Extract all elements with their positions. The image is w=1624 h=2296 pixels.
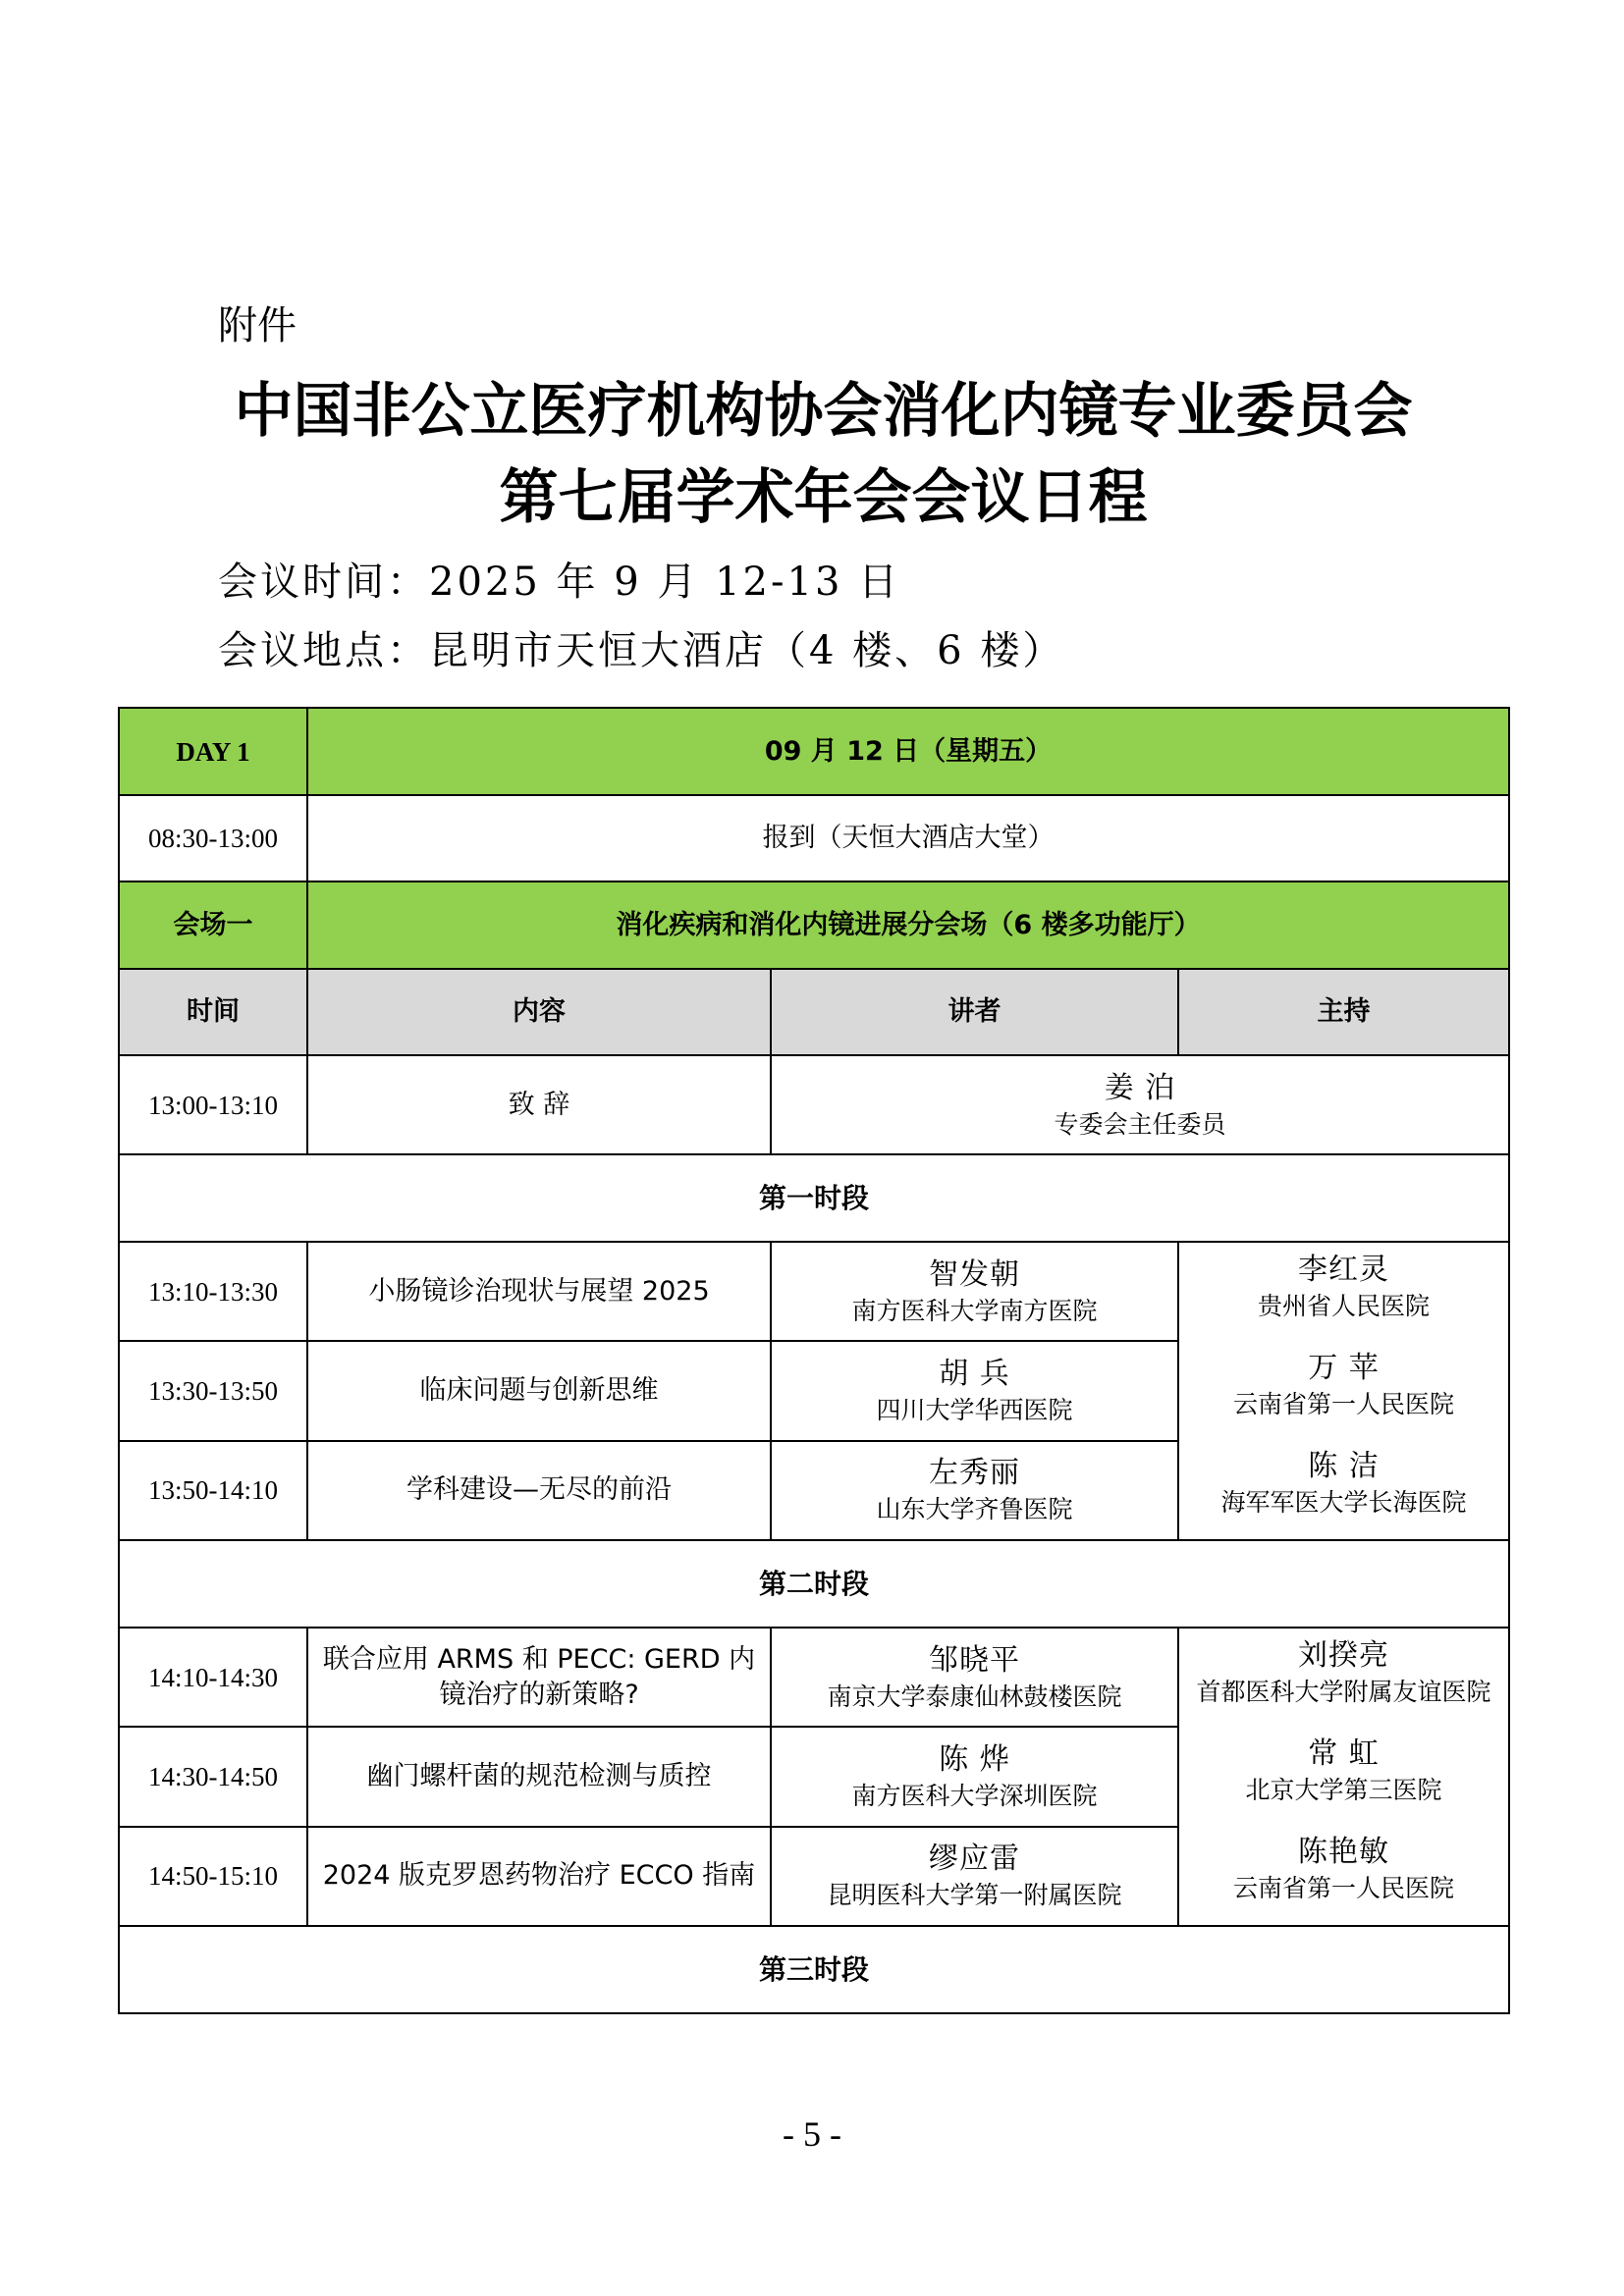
talk-content: 小肠镜诊治现状与展望 2025 — [307, 1242, 771, 1341]
meeting-place: 会议地点：昆明市天恒大酒店（4 楼、6 楼） — [218, 628, 1065, 673]
talk-speaker-cell — [771, 1727, 1178, 1826]
registration-time: 08:30-13:00 — [119, 795, 307, 881]
host-entry — [1185, 1630, 1502, 1729]
host-name: 陈 洁 — [1308, 1449, 1380, 1483]
document-title-line-2: 第七届学术年会会议日程 — [499, 463, 1148, 532]
talk-time: 14:10-14:30 — [119, 1628, 307, 1727]
host-entry — [1185, 1827, 1502, 1925]
host-name: 常 虹 — [1308, 1736, 1380, 1771]
opening-content: 致 辞 — [307, 1055, 771, 1154]
talk-speaker-cell — [771, 1827, 1178, 1926]
opening-speaker-name: 姜 泊 — [1104, 1070, 1176, 1105]
agenda-table — [118, 707, 1510, 2014]
talk-content: 临床问题与创新思维 — [307, 1341, 771, 1440]
host-name: 陈艳敏 — [1298, 1835, 1390, 1869]
session-header-row — [119, 1926, 1509, 2013]
session-title: 第二时段 — [119, 1540, 1509, 1628]
host-affiliation: 北京大学第三医院 — [1245, 1776, 1442, 1804]
talk-row — [119, 1628, 1509, 1727]
speaker-name: 陈 烨 — [939, 1741, 1010, 1777]
speaker-name: 左秀丽 — [929, 1456, 1020, 1491]
talk-speaker-cell — [771, 1341, 1178, 1440]
session-title: 第一时段 — [119, 1154, 1509, 1242]
session-title: 第三时段 — [119, 1926, 1509, 2013]
day-label: DAY 1 — [119, 708, 307, 795]
venue-label: 会场一 — [119, 881, 307, 969]
talk-content: 联合应用 ARMS 和 PECC: GERD 内镜治疗的新策略? — [307, 1628, 771, 1727]
talk-speaker-cell — [771, 1628, 1178, 1727]
talk-content: 幽门螺杆菌的规范检测与质控 — [307, 1727, 771, 1826]
talk-content: 学科建设—无尽的前沿 — [307, 1441, 771, 1540]
host-affiliation: 云南省第一人民医院 — [1233, 1390, 1455, 1418]
meeting-time: 会议时间：2025 年 9 月 12-13 日 — [218, 560, 901, 605]
talk-speaker-cell — [771, 1441, 1178, 1540]
registration-row — [119, 795, 1509, 881]
host-entry — [1185, 1343, 1502, 1441]
host-affiliation: 首都医科大学附属友谊医院 — [1196, 1678, 1491, 1706]
speaker-affiliation: 南京大学泰康仙林鼓楼医院 — [827, 1682, 1122, 1711]
host-affiliation: 海军军医大学长海医院 — [1220, 1488, 1467, 1517]
opening-speaker-cell — [771, 1055, 1509, 1154]
host-cell — [1178, 1628, 1509, 1926]
column-header-content: 内容 — [307, 969, 771, 1055]
host-entry — [1185, 1729, 1502, 1827]
host-affiliation: 贵州省人民医院 — [1258, 1292, 1431, 1320]
speaker-affiliation: 山东大学齐鲁医院 — [876, 1495, 1073, 1524]
speaker-name: 缪应雷 — [929, 1842, 1020, 1877]
speaker-affiliation: 南方医科大学深圳医院 — [851, 1781, 1098, 1810]
host-name: 刘揆亮 — [1298, 1638, 1390, 1673]
speaker-affiliation: 南方医科大学南方医院 — [851, 1296, 1098, 1325]
day-header-row — [119, 708, 1509, 795]
speaker-affiliation: 四川大学华西医院 — [876, 1395, 1073, 1424]
opening-time: 13:00-13:10 — [119, 1055, 307, 1154]
talk-time: 13:10-13:30 — [119, 1242, 307, 1341]
talk-time: 14:30-14:50 — [119, 1727, 307, 1826]
speaker-affiliation: 昆明医科大学第一附属医院 — [827, 1881, 1122, 1910]
page-number: - 5 - — [783, 2114, 841, 2154]
column-header-row — [119, 969, 1509, 1055]
column-header-time: 时间 — [119, 969, 307, 1055]
host-name: 李红灵 — [1298, 1253, 1390, 1287]
speaker-name: 邹晓平 — [929, 1642, 1020, 1678]
opening-row — [119, 1055, 1509, 1154]
day-date: 09 月 12 日（星期五） — [307, 708, 1509, 795]
venue-row — [119, 881, 1509, 969]
talk-content: 2024 版克罗恩药物治疗 ECCO 指南 — [307, 1827, 771, 1926]
column-header-speaker: 讲者 — [771, 969, 1178, 1055]
host-entry — [1185, 1245, 1502, 1343]
column-header-host: 主持 — [1178, 969, 1509, 1055]
host-entry — [1185, 1441, 1502, 1539]
document-title-line-1: 中国非公立医疗机构协会消化内镜专业委员会 — [234, 377, 1413, 446]
talk-time: 14:50-15:10 — [119, 1827, 307, 1926]
host-affiliation: 云南省第一人民医院 — [1233, 1874, 1455, 1902]
talk-time: 13:50-14:10 — [119, 1441, 307, 1540]
registration-text: 报到（天恒大酒店大堂） — [307, 795, 1509, 881]
session-header-row — [119, 1540, 1509, 1628]
talk-row — [119, 1242, 1509, 1341]
speaker-name: 智发朝 — [929, 1256, 1020, 1292]
attachment-label: 附件 — [218, 303, 297, 348]
session-header-row — [119, 1154, 1509, 1242]
speaker-name: 胡 兵 — [939, 1356, 1010, 1391]
opening-speaker-role: 专委会主任委员 — [1054, 1109, 1226, 1139]
venue-name: 消化疾病和消化内镜进展分会场（6 楼多功能厅） — [307, 881, 1509, 969]
talk-time: 13:30-13:50 — [119, 1341, 307, 1440]
host-name: 万 苹 — [1308, 1351, 1380, 1385]
host-cell — [1178, 1242, 1509, 1540]
talk-speaker-cell — [771, 1242, 1178, 1341]
